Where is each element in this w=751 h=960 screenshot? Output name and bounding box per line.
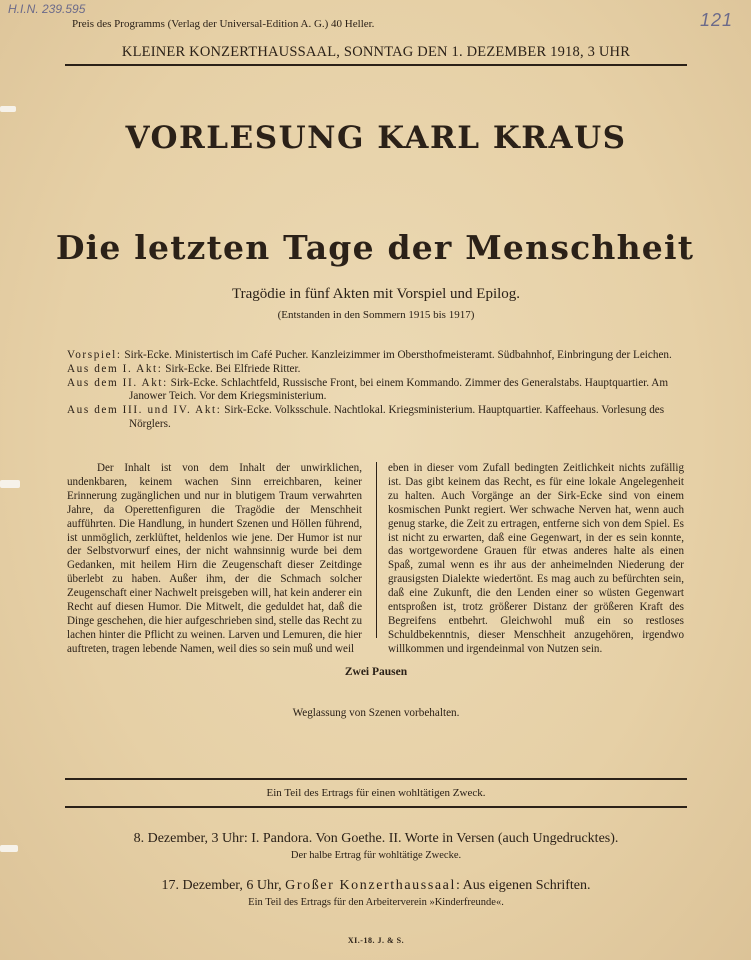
- venue-date-header: KLEINER KONZERTHAUSSAAL, SONNTAG DEN 1. DEZEMBER 1918, 3 UHR: [121, 44, 631, 60]
- header-rule: [65, 64, 687, 66]
- upcoming-event-2-date: 17. Dezember, 6 Uhr,: [161, 878, 286, 893]
- program-price-note: Preis des Programms (Verlag der Universal-Edition A. G.) 40 Heller.: [72, 18, 375, 30]
- upcoming-event-2-note: Ein Teil des Ertrags für den Arbeiterverein »Kinderfreunde«.: [248, 897, 504, 908]
- omission-note: Weglassung von Szenen vorbehalten.: [292, 707, 460, 719]
- act-item: [67, 404, 693, 432]
- work-dates: (Entstanden in den Sommern 1915 bis 1917): [277, 309, 475, 321]
- act-list: [67, 349, 693, 432]
- charity-rule-bottom: [65, 806, 687, 808]
- act-item: [67, 349, 693, 363]
- upcoming-event-2: [65, 878, 687, 894]
- charity-note: Ein Teil des Ertrags für einen wohltätigen Zweck.: [266, 787, 486, 799]
- charity-rule-top: [65, 778, 687, 780]
- act-heading: Aus dem I. Akt:: [67, 362, 163, 375]
- act-heading: Aus dem III. und IV. Akt:: [67, 404, 222, 417]
- upcoming-event-1: 8. Dezember, 3 Uhr: I. Pandora. Von Goethe. II. Worte in Versen (auch Ungedrucktes).: [133, 831, 619, 846]
- act-scenes: Sirk-Ecke. Schlachtfeld, Russische Front, bei einem Kommando. Zimmer des Generalstabs. Hauptquartier. Am Janower Teich. Vor dem Kriegsministerium.: [129, 376, 669, 403]
- upcoming-event-1-note: Der halbe Ertrag für wohltätige Zwecke.: [290, 850, 462, 861]
- act-scenes: Sirk-Ecke. Bei Elfriede Ritter.: [165, 362, 301, 375]
- work-title: Die letzten Tage der Menschheit: [55, 228, 695, 267]
- column-divider: [376, 462, 377, 638]
- upcoming-event-2-program: : Aus eigenen Schriften.: [456, 878, 591, 893]
- act-scenes: Sirk-Ecke. Ministertisch im Café Pucher. Kanzleizimmer im Obersthofmeisteramt. Südbahnhof, Einbringung der Leichen.: [124, 349, 672, 361]
- upcoming-event-2-venue: Großer Konzerthaussaal: [285, 878, 456, 893]
- event-title: VORLESUNG KARL KRAUS: [125, 120, 627, 156]
- preface-left-column: Der Inhalt ist von dem Inhalt der unwirklichen, undenkbaren, keinem wachen Sinn erreichbaren, keiner Erinnerung zugänglichen und nur in blutigem Traum verwahrten Jahre, da Operettenfiguren die Tragödie der Menschheit aufführten. Die Handlung, in hundert Szenen und Höllen führend, ist unmöglich, zerklüftet, heldenlos wie jene. Der Humor ist nur der Selbstvorwurf eines, der nicht wahnsinnig wurde bei dem Gedanken, mit heilem Hirn die Zeugenschaft dieser Zeitdinge überlebt zu haben. Außer ihm, der die Schmach solcher Zeugenschaft einer Nachwelt preisgeben will, hat kein anderer ein Recht auf diesen Humor. Die Mitwelt, die geduldet hat, daß die Dinge geschehen, die hier aufgeschrieben sind, stelle das Recht zu lachen hinter die Pflicht zu weinen. Larven und Lemuren, die hier auftreten, tragen lebende Namen, weil dies so sein muß und weil: [67, 462, 362, 655]
- archive-page-number: 121: [700, 10, 734, 30]
- intermission-note: Zwei Pausen: [344, 666, 408, 678]
- binding-hole: [0, 845, 18, 852]
- act-scenes: Sirk-Ecke. Volksschule. Nachtlokal. Kriegsministerium. Hauptquartier. Kaffeehaus. Vorlesung des Nörglers.: [129, 404, 665, 430]
- printer-mark: XI.-18. J. & S.: [347, 936, 405, 945]
- binding-hole: [0, 480, 20, 488]
- act-heading: Vorspiel:: [67, 349, 122, 361]
- act-item: [67, 377, 693, 405]
- archive-inventory-mark: H.I.N. 239.595: [8, 2, 86, 16]
- work-subtitle: Tragödie in fünf Akten mit Vorspiel und Epilog.: [231, 286, 521, 302]
- act-item: [67, 363, 693, 377]
- act-heading: Aus dem II. Akt:: [67, 376, 168, 389]
- binding-hole: [0, 106, 16, 112]
- preface-right-column: eben in dieser vom Zufall bedingten Zeitlichkeit nichts zufällig ist. Das gibt keinem das Recht, es für eine lokale Angelegenheit zu halten. Auch Vorgänge an der Sirk-Ecke sind von einem kosmischen Punkt regiert. Wer schwache Nerven hat, wenn auch genug starke, die Zeit zu ertragen, entferne sich von dem Spiel. Es ist nicht zu erwarten, daß eine Gegenwart, in der es sein konnte, das wortgewordene Grauen für etwas anderes halte als einen Spaß, zumal wenn es ihr aus der anheimelnden Niederung der grausigsten Dialekte wiedertönt. Es mag auch zu befürchten sein, daß eine Zukunft, die den Lenden einer so wüsten Gegenwart entsproßen ist, trotz größerer Distanz der größeren Kraft des Begreifens entbehrt. Gleichwohl muß ein so restloses Schuldbekenntnis, dieser Menschheit anzugehören, irgendwo willkommen und irgendeinmal von Nutzen sein.: [388, 462, 684, 655]
